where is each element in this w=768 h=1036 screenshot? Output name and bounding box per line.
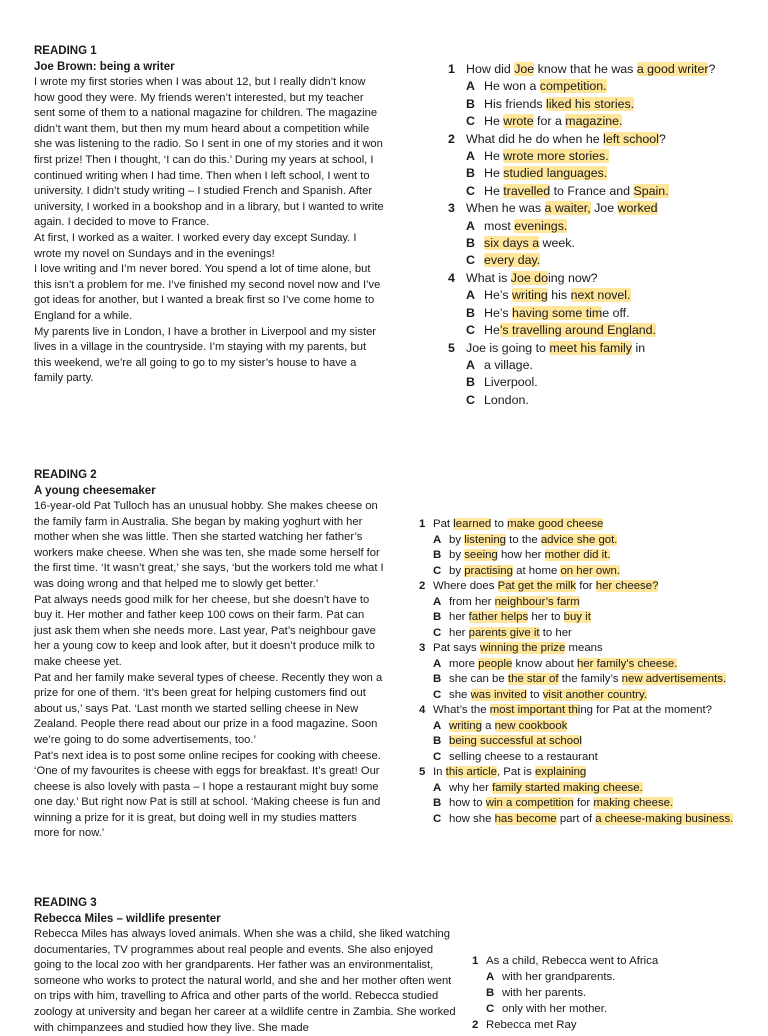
question-number: 5 <box>419 766 426 778</box>
highlight-mark: new cookbook <box>494 719 568 732</box>
question-number: 5 <box>448 340 455 355</box>
reading-2-paragraph-2: Pat always needs good milk for her cheese, but she doesn’t have to buy it. Her mother and father keep 100 cows on their farm. Pat can just ask them when she needs more. Last year, Pat’s neighbour gave her a young cow to keep and look after, but it doesn’t produce milk to make cheese yet. <box>34 593 376 668</box>
option-row <box>419 610 764 626</box>
question-row <box>448 270 758 287</box>
option-row <box>419 548 764 564</box>
option-letter: C <box>433 750 442 763</box>
highlight-mark: has become <box>494 812 557 825</box>
question-text: He studied languages. <box>484 166 608 181</box>
option-row <box>419 564 764 580</box>
question-text <box>449 735 582 747</box>
highlight-mark: ’s travelling a <box>499 323 572 338</box>
option-letter: A <box>433 719 442 732</box>
reading-2-paragraph-3: Pat and her family make several types of cheese. Recently they won a prize for one of them. ‘It’s been great for helping customers find out about us,’ says Pat. ‘Last month we started selling cheese in New Zealand. People there read about our prize in a food magazine. Soon we’re going to do some advertisements, too.’ <box>34 671 383 746</box>
question-text: six days a week. <box>484 236 575 251</box>
highlight-mark: Joe <box>514 62 535 76</box>
option-letter: C <box>466 323 475 338</box>
option-letter: A <box>433 781 442 794</box>
highlight-mark: worked <box>617 201 658 216</box>
question-text: by listening to the advice she got. <box>449 533 618 546</box>
question-text: she can be the star of the family’s new advertisements. <box>449 673 727 685</box>
option-row <box>448 218 758 235</box>
reading-1-paragraph-1: I wrote my first stories when I was about 12, but I really didn’t know how good they were. My friends weren’t interested, but my teacher sent some of them to a national magazine for children. The magazine didn’t want them, but then my mum heard about a competition while she was listening to the radio. So I sent in one of my stories and it won first prize! Then I thought, ‘I can do this.’ During my years at school, I continued writing when I had time. Then when I left school, I went to university. I didn’t study writing – I studied French and Spanish. After university, I worked in a bookshop and in a library, but I wanted to write again. I decided to move to France. <box>34 76 384 229</box>
option-row <box>419 657 764 673</box>
reading-2-title: A young cheesemaker <box>34 485 156 497</box>
highlight-mark: travelled <box>503 183 551 198</box>
question-row <box>472 953 762 969</box>
option-letter: B <box>433 673 442 685</box>
option-letter: A <box>486 971 495 983</box>
option-row <box>448 374 758 391</box>
option-row <box>448 165 758 182</box>
reading-3-questions <box>472 953 762 1033</box>
question-text: Rebecca met Ray <box>486 1019 577 1031</box>
option-letter: C <box>433 564 442 577</box>
option-row <box>419 812 764 828</box>
question-text: most evenings. <box>484 218 568 233</box>
question-text: selling cheese to a restaurant <box>449 750 598 763</box>
option-letter: A <box>433 533 442 546</box>
option-row <box>448 96 758 113</box>
highlight-mark: a waiter, <box>544 201 591 216</box>
option-row <box>448 252 758 269</box>
option-row <box>419 688 764 704</box>
highlight-mark: learned <box>453 518 492 530</box>
option-letter: B <box>486 987 495 999</box>
option-letter: B <box>433 549 442 561</box>
option-row <box>472 1001 762 1017</box>
option-row <box>419 626 764 642</box>
highlight-mark: Pat get the milk <box>497 580 577 592</box>
option-row <box>448 305 758 322</box>
highlight-mark: competition. <box>539 79 607 94</box>
question-number: 3 <box>448 201 455 216</box>
highlight-mark: round England. <box>571 323 656 338</box>
option-row <box>448 392 758 409</box>
question-text: Pat learned to make good cheese <box>433 518 604 530</box>
highlight-mark: win a competition <box>485 797 574 809</box>
question-text: she was invited to visit another country. <box>449 688 647 701</box>
question-row <box>419 579 764 595</box>
question-text: Liverpool. <box>484 375 538 390</box>
question-text: He travelled to France and Spain. <box>484 183 669 198</box>
highlight-mark: the star of <box>507 673 559 685</box>
question-row <box>448 200 758 217</box>
option-row <box>448 357 758 374</box>
highlight-mark: father helps <box>468 611 529 623</box>
question-text: from her neighbour’s farm <box>449 595 580 608</box>
option-letter: C <box>486 1003 495 1015</box>
option-letter: C <box>433 626 442 639</box>
option-letter: C <box>466 114 475 129</box>
highlight-mark: writing <box>449 719 482 732</box>
highlight-mark: her cheese? <box>595 580 659 592</box>
highlight-mark: buy it <box>563 611 591 623</box>
question-text: London. <box>484 392 529 407</box>
question-number: 4 <box>448 270 455 285</box>
question-text: He won a competition. <box>484 79 607 94</box>
option-letter: A <box>466 149 475 164</box>
highlight-mark: neighbour’s farm <box>494 595 580 608</box>
reading-1-passage <box>34 44 384 387</box>
highlight-mark: making cheese. <box>593 797 674 809</box>
option-row <box>472 985 762 1001</box>
option-letter: A <box>433 595 442 608</box>
highlight-mark: parents give it <box>468 626 540 639</box>
option-row <box>419 533 764 549</box>
option-letter: C <box>466 253 475 268</box>
highlight-mark: visit another country. <box>542 688 647 701</box>
highlight-mark: studied languages. <box>503 166 608 181</box>
question-text: with her grandparents. <box>502 971 616 983</box>
highlight-mark: mother did it. <box>544 549 611 561</box>
option-letter: B <box>433 611 442 623</box>
option-letter: A <box>466 218 475 233</box>
highlight-mark: Joe do <box>510 270 548 285</box>
option-letter: A <box>466 288 475 303</box>
question-text: He wrote more stories. <box>484 149 609 164</box>
option-row <box>448 287 758 304</box>
question-text: a village. <box>484 357 533 372</box>
question-text: only with her mother. <box>502 1003 608 1015</box>
option-letter: B <box>433 735 442 747</box>
option-letter: A <box>466 79 475 94</box>
question-text: her father helps her to buy it <box>449 611 591 623</box>
question-text: He’s writing his next novel. <box>484 288 631 303</box>
question-row <box>448 340 758 357</box>
question-text: Pat says winning the prize means <box>433 642 603 654</box>
highlight-mark: Spain. <box>633 183 669 198</box>
option-letter: B <box>466 236 475 251</box>
question-number: 2 <box>419 580 426 592</box>
highlight-mark: wrote <box>503 114 534 129</box>
option-row <box>472 969 762 985</box>
question-row <box>419 517 764 533</box>
option-letter: B <box>466 166 475 181</box>
question-text: He’s having some time off. <box>484 305 630 320</box>
question-text: What did he do when he left school? <box>466 131 666 146</box>
question-text: how she has become part of a cheese-making business. <box>449 812 734 825</box>
option-row <box>419 734 764 750</box>
highlight-mark: wrote more stories. <box>503 149 609 164</box>
highlight-mark: new advertisements. <box>621 673 727 685</box>
highlight-mark: most important thi <box>489 704 581 716</box>
option-letter: B <box>466 96 475 111</box>
reading-2-paragraph-1: 16-year-old Pat Tulloch has an unusual hobby. She makes cheese on the family farm in Australia. She began by making yoghurt with her mother when she was little. Then she started watching her father’s workers make cheese. When she was ten, she made some herself for the first time. ‘It wasn’t great,’ she says, ‘but the workers told me what I was doing wrong and that helped me to slowly get better.’ <box>34 500 384 590</box>
highlight-mark: family started making cheese. <box>492 781 643 794</box>
reading-2-passage <box>34 468 384 842</box>
option-letter: C <box>433 688 442 701</box>
reading-2-questions <box>419 517 764 827</box>
question-row <box>419 641 764 657</box>
question-text <box>484 253 540 267</box>
highlight-mark: meet his family <box>549 340 632 355</box>
highlight-mark: left school <box>603 131 659 146</box>
reading-3-title: Rebecca Miles – wildlife presenter <box>34 913 221 925</box>
question-text: His friends liked his stories. <box>484 96 635 111</box>
highlight-mark: writing <box>512 288 548 303</box>
highlight-mark: this article <box>445 766 497 778</box>
option-row <box>448 113 758 130</box>
question-text: writing a new cookbook <box>449 719 568 732</box>
question-text: with her parents. <box>502 987 587 999</box>
highlight-mark: liked his stories. <box>545 96 635 111</box>
highlight-mark: her family’s cheese. <box>576 657 678 670</box>
highlight-mark: explaining <box>534 766 587 778</box>
question-text: He’s travelling around England. <box>484 323 656 338</box>
option-row <box>419 719 764 735</box>
highlight-mark: a good writer <box>636 62 709 76</box>
reading-1-title: Joe Brown: being a writer <box>34 61 175 73</box>
option-row <box>448 183 758 200</box>
question-text: He wrote for a magazine. <box>484 114 623 129</box>
question-row <box>419 765 764 781</box>
reading-3-passage <box>34 896 462 1036</box>
option-letter: A <box>466 357 475 372</box>
question-number: 3 <box>419 642 426 654</box>
question-number: 1 <box>472 955 479 967</box>
question-text: Where does Pat get the milk for her cheese? <box>433 580 659 592</box>
question-text: How did Joe know that he was a good writer? <box>466 62 716 76</box>
question-text: more people know about her family’s cheese. <box>449 657 678 670</box>
question-number: 1 <box>448 62 455 76</box>
option-row <box>448 235 758 252</box>
reading-3-paragraph-1: Rebecca Miles has always loved animals. When she was a child, she liked watching documentaries, TV programmes about real people and events. She also enjoyed going to the local zoo with her grandparents. Her father was an environmentalist, someone who works to protect the natural world, and she and her mother often went on trips with him, travelling to Africa and other parts of the world. Rebecca studied zoology at university and began her career at a wildlife centre in Zambia. She worked with chimpanzees and studied how they live. She made <box>34 928 456 1034</box>
reading-3-heading: READING 3 <box>34 897 97 909</box>
option-row <box>419 595 764 611</box>
option-row <box>419 796 764 812</box>
question-text: As a child, Rebecca went to Africa <box>486 955 659 967</box>
question-text: Joe is going to meet his family in <box>466 340 646 355</box>
question-text: why her family started making cheese. <box>449 781 643 794</box>
question-row <box>448 131 758 148</box>
highlight-mark: advice she got. <box>540 533 618 546</box>
highlight-mark: being successful at school <box>449 735 582 747</box>
question-row <box>419 703 764 719</box>
highlight-mark: every day. <box>484 253 541 268</box>
highlight-mark: practising <box>464 564 513 577</box>
question-text: by seeing how her mother did it. <box>449 549 611 561</box>
reading-1-questions <box>448 61 758 409</box>
question-text: how to win a competition for making cheese. <box>449 797 674 809</box>
reading-1-paragraph-2: At first, I worked as a waiter. I worked every day except Sunday. I wrote my novel on Sundays and in the evenings! <box>34 231 357 260</box>
option-row <box>419 672 764 688</box>
option-letter: C <box>466 183 475 198</box>
option-row <box>448 148 758 165</box>
question-number: 1 <box>419 518 426 530</box>
question-number: 4 <box>419 704 426 716</box>
reading-2-heading: READING 2 <box>34 469 97 481</box>
question-number: 2 <box>448 131 455 146</box>
highlight-mark: seeing <box>464 549 498 561</box>
option-letter: B <box>466 375 475 390</box>
highlight-mark: listening <box>464 533 506 546</box>
highlight-mark: a cheese-making business. <box>595 812 734 825</box>
highlight-mark: was invited <box>470 688 527 701</box>
option-letter: B <box>466 305 475 320</box>
option-letter: C <box>466 392 475 407</box>
highlight-mark: magazine. <box>565 114 623 129</box>
option-row <box>448 78 758 95</box>
reading-1-paragraph-3: I love writing and I’m never bored. You spend a lot of time alone, but this isn’t a problem for me. I’ve finished my second novel now and I’ve got ideas for another, but I wanted a break first so I’ve come home to England for a while. <box>34 263 381 322</box>
reading-2-paragraph-4: Pat’s next idea is to post some online recipes for cooking with cheese. ‘One of my favourites is cheese with eggs for breakfast. It’s great! Our cheese is also lovely with pasta – I hope a restaurant might buy some one day.’ But right now Pat is still at school. ‘Making cheese is fun and winning a prize for it is great, but doing well in my studies matters more for now.’ <box>34 749 381 840</box>
reading-1-paragraph-4: My parents live in London, I have a brother in Liverpool and my sister lives in a village in the countryside. I’m staying with my parents, but this weekend, we’re all going to go to my sister’s house to have a family party. <box>34 325 377 385</box>
question-row <box>472 1017 762 1033</box>
question-text: When he was a waiter, Joe worked <box>466 201 658 216</box>
highlight-mark: make good cheese <box>507 518 604 530</box>
highlight-mark: winning the prize <box>479 642 566 654</box>
question-text: her parents give it to her <box>449 626 572 639</box>
question-number: 2 <box>472 1019 479 1031</box>
option-row <box>419 750 764 766</box>
question-text: What is Joe doing now? <box>466 270 598 285</box>
highlight-mark: next novel. <box>570 288 631 303</box>
question-text: by practising at home on her own. <box>449 564 620 577</box>
option-row <box>448 322 758 339</box>
question-text: In this article, Pat is explaining <box>433 766 587 778</box>
highlight-mark: evenings. <box>514 218 568 233</box>
option-letter: C <box>433 812 442 825</box>
highlight-mark: six days a <box>484 236 540 251</box>
question-row <box>448 61 758 78</box>
option-row <box>419 781 764 797</box>
highlight-mark: people <box>478 657 513 670</box>
highlight-mark: having some tim <box>512 305 603 320</box>
option-letter: B <box>433 797 442 809</box>
highlight-mark: on her own. <box>560 564 620 577</box>
reading-1-heading: READING 1 <box>34 45 97 57</box>
question-text: What’s the most important thing for Pat at the moment? <box>433 704 713 716</box>
option-letter: A <box>433 657 442 670</box>
